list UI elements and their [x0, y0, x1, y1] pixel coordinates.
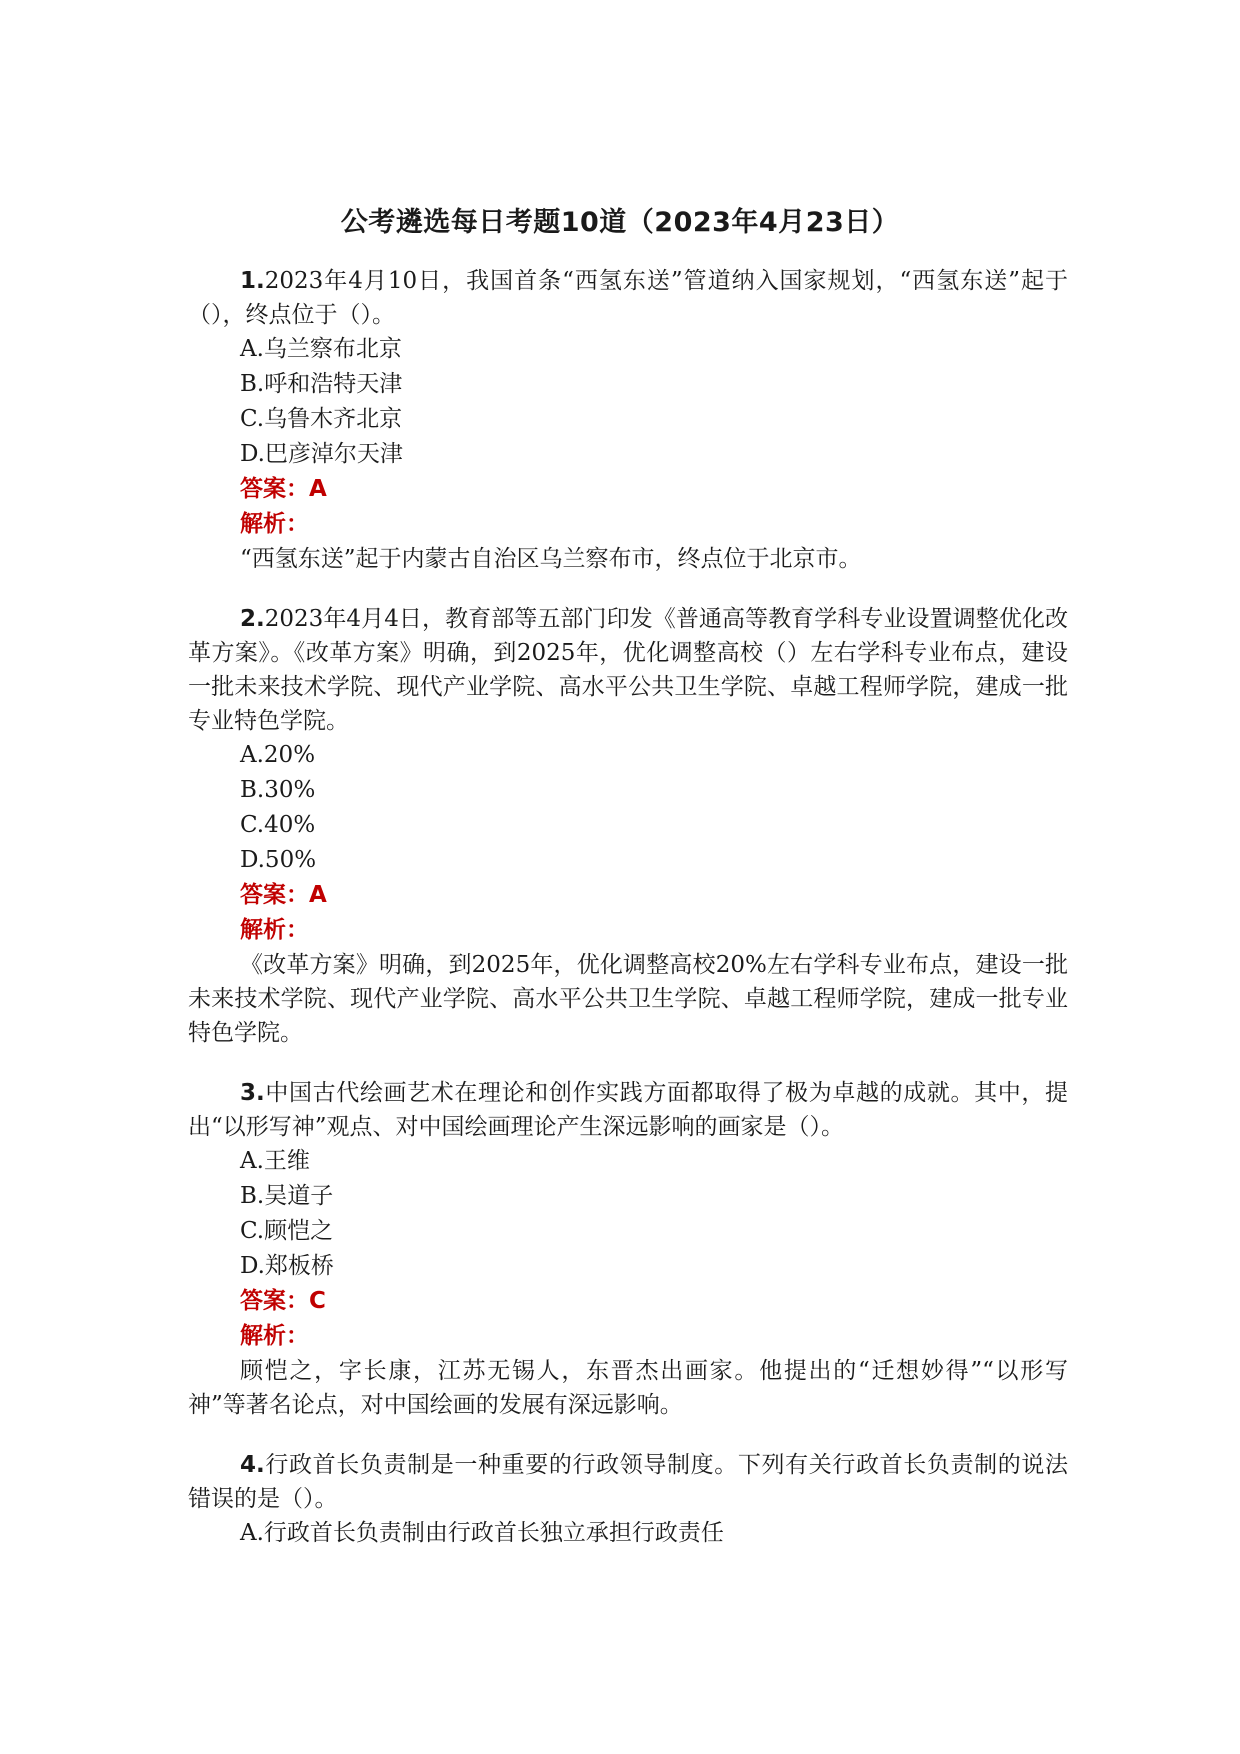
- question-list: [188, 264, 1068, 1577]
- page-title: 公考遴选每日考题10道（2023年4月23日）: [340, 207, 900, 238]
- question-number: 4.: [240, 1452, 265, 1478]
- analysis-text: “西氢东送”起于内蒙古自治区乌兰察布市，终点位于北京市。: [240, 546, 862, 572]
- answer-line: [188, 878, 1068, 913]
- answer-line: [188, 1284, 1068, 1319]
- answer-label: 答案：: [240, 476, 309, 502]
- option-d: D.50%: [240, 847, 317, 873]
- option-c: C.40%: [240, 812, 316, 838]
- question-number: 3.: [240, 1080, 265, 1106]
- option-b: B.30%: [240, 777, 316, 803]
- option-b: B.呼和浩特天津: [240, 371, 403, 397]
- answer-label: 答案：: [240, 1288, 309, 1314]
- answer-value: A: [309, 882, 327, 908]
- question-4: [188, 1448, 1068, 1551]
- question-1: [188, 264, 1068, 576]
- answer-line: [188, 472, 1068, 507]
- analysis-label: 解析：: [240, 1323, 309, 1349]
- answer-value: C: [309, 1288, 326, 1314]
- option-a: A.乌兰察布北京: [240, 336, 402, 362]
- option-d: D.郑板桥: [240, 1253, 334, 1279]
- question-number: 2.: [240, 606, 265, 632]
- option-a: A.20%: [240, 742, 316, 768]
- analysis-text: 《改革方案》明确，到2025年，优化调整高校20%左右学科专业布点，建设一批未来技术学院、现代产业学院、高水平公共卫生学院、卓越工程师学院，建成一批专业特色学院。: [188, 952, 1068, 1046]
- question-stem: 中国古代绘画艺术在理论和创作实践方面都取得了极为卓越的成就。其中，提出“以形写神”观点、对中国绘画理论产生深远影响的画家是（）。: [188, 1080, 1068, 1140]
- question-stem: 2023年4月10日，我国首条“西氢东送”管道纳入国家规划，“西氢东送”起于（），终点位于（）。: [188, 268, 1068, 328]
- option-c: C.顾恺之: [240, 1218, 334, 1244]
- question-2: [188, 602, 1068, 1050]
- question-stem: 行政首长负责制是一种重要的行政领导制度。下列有关行政首长负责制的说法错误的是（）。: [188, 1452, 1068, 1512]
- question-3: [188, 1076, 1068, 1422]
- analysis-label: 解析：: [240, 511, 309, 537]
- analysis-text: 顾恺之，字长康，江苏无锡人，东晋杰出画家。他提出的“迁想妙得”“以形写神”等著名论点，对中国绘画的发展有深远影响。: [188, 1358, 1068, 1418]
- option-a: A.王维: [240, 1148, 310, 1174]
- question-stem: 2023年4月4日，教育部等五部门印发《普通高等教育学科专业设置调整优化改革方案》。《改革方案》明确，到2025年，优化调整高校（）左右学科专业布点，建设一批未来技术学院、现代产业学院、高水平公共卫生学院、卓越工程师学院，建成一批专业特色学院。: [188, 606, 1068, 734]
- option-a: A.行政首长负责制由行政首长独立承担行政责任: [240, 1520, 724, 1546]
- option-b: B.吴道子: [240, 1183, 334, 1209]
- answer-label: 答案：: [240, 882, 309, 908]
- option-c: C.乌鲁木齐北京: [240, 406, 403, 432]
- answer-value: A: [309, 476, 327, 502]
- question-number: 1.: [240, 268, 265, 294]
- analysis-label: 解析：: [240, 917, 309, 943]
- option-d: D.巴彦淖尔天津: [240, 441, 403, 467]
